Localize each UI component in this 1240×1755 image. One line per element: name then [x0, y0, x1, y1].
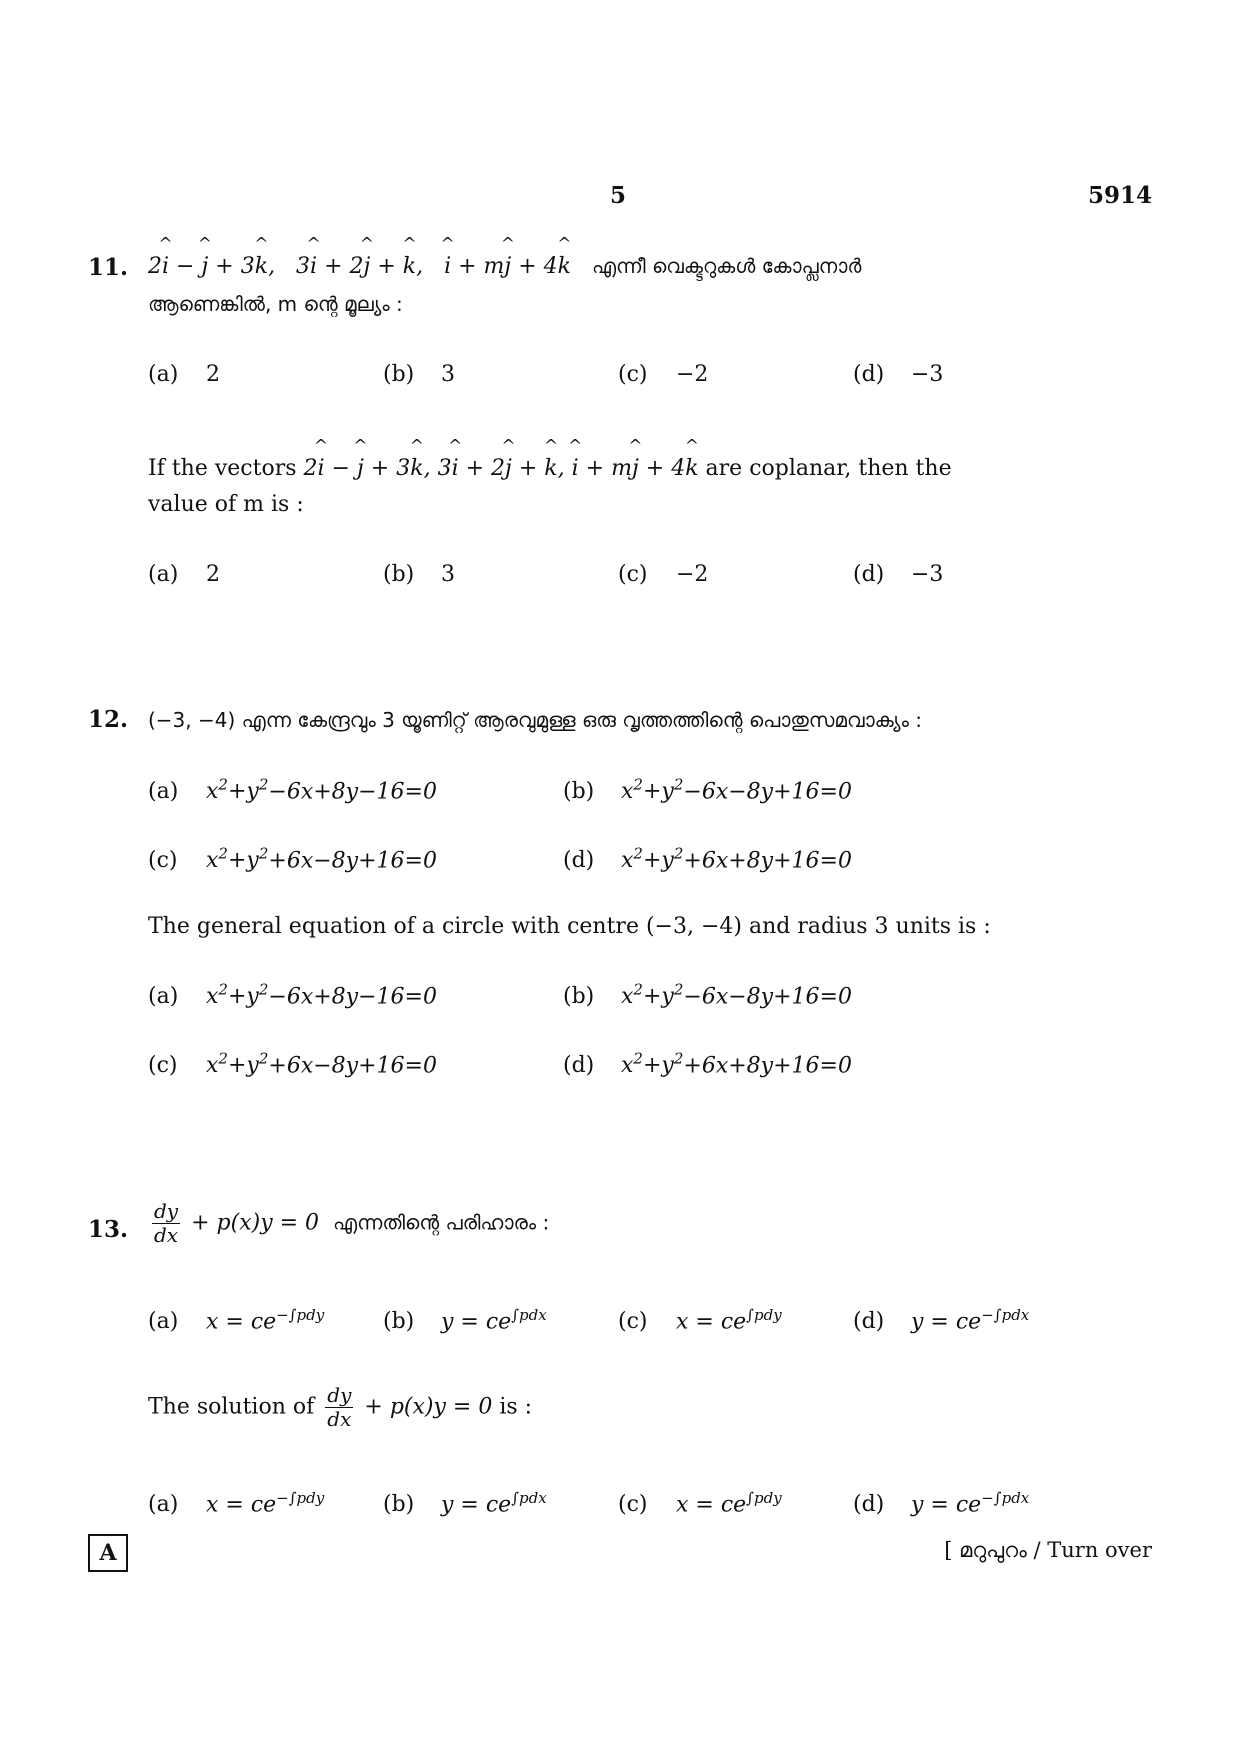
option-a[interactable]: (a) 2	[148, 362, 220, 387]
question-number: 12.	[88, 706, 129, 733]
ml-text: എന്നീ വെക്ടറുകൾ കോപ്ലനാർ	[592, 254, 862, 278]
turn-over-note: [ മറുപുറം / Turn over	[944, 1538, 1152, 1562]
version-box: A	[88, 1534, 128, 1572]
derivative-fraction: $\frac{dy}{dx}$	[327, 1383, 352, 1431]
question-11-en-line1: If the vectors 2^ i − ^ j + 3^ k, 3^ i + 2^ j + ^ k, ^ i + m^ j + 4^ k are coplanar, then the	[148, 456, 952, 481]
derivative-fraction: $\frac{dy}{dx}$	[154, 1199, 179, 1247]
option-d[interactable]: (d) −3	[853, 562, 944, 587]
option-c[interactable]: (c) $x = ce^{\int pdy}$	[618, 1306, 782, 1335]
option-c[interactable]: (c) −2	[618, 362, 709, 387]
question-13-en-line: The solution of $\frac{dy}{dx}$ + p(x)y = 0 is :	[148, 1383, 533, 1431]
question-11-ml-line2: ആണെങ്കിൽ, m ന്റെ മൂല്യം :	[148, 292, 403, 316]
option-d[interactable]: (d) $y = ce^{-\int pdx}$	[853, 1306, 1030, 1335]
question-11-ml-line1	[148, 254, 861, 279]
vector-expression: 2^ i − ^ j + 3^ k, 3^ i + 2^ j + ^ k, ^ i + m^ j + 4^ k	[148, 254, 571, 279]
option-b[interactable]: (b) 3	[383, 562, 455, 587]
option-c[interactable]: (c) $x^2+y^2+6x-8y+16=0$	[148, 845, 437, 874]
option-b[interactable]: (b) $x^2+y^2-6x-8y+16=0$	[563, 981, 852, 1010]
paper-code: 5914	[1087, 182, 1152, 209]
option-a[interactable]: (a) $x = ce^{-\int pdy}$	[148, 1489, 325, 1518]
option-d[interactable]: (d) $y = ce^{-\int pdx}$	[853, 1489, 1030, 1518]
option-b[interactable]: (b) 3	[383, 362, 455, 387]
option-b[interactable]: (b) $y = ce^{\int pdx}$	[383, 1306, 547, 1335]
option-a[interactable]: (a) $x^2+y^2-6x+8y-16=0$	[148, 776, 437, 805]
question-number: 11.	[88, 254, 129, 281]
question-11-en-line2: value of m is :	[148, 492, 304, 517]
option-b[interactable]: (b) $x^2+y^2-6x-8y+16=0$	[563, 776, 852, 805]
page-number: 5	[610, 182, 627, 209]
option-a[interactable]: (a) $x^2+y^2-6x+8y-16=0$	[148, 981, 437, 1010]
option-a[interactable]: (a) 2	[148, 562, 220, 587]
question-13-ml-line: $\frac{dy}{dx}$ + p(x)y = 0 എന്നതിന്റെ പരിഹാരം :	[154, 1199, 550, 1247]
question-12-ml-text: (−3, −4) എന്ന കേന്ദ്രവും 3 യൂണിറ്റ് ആരവുമുള്ള ഒരു വൃത്തത്തിന്റെ പൊതുസമവാക്യം :	[148, 708, 922, 732]
option-c[interactable]: (c) $x^2+y^2+6x-8y+16=0$	[148, 1050, 437, 1079]
option-a[interactable]: (a) $x = ce^{-\int pdy}$	[148, 1306, 325, 1335]
option-c[interactable]: (c) $x = ce^{\int pdy}$	[618, 1489, 782, 1518]
option-c[interactable]: (c) −2	[618, 562, 709, 587]
question-12-en-text: The general equation of a circle with centre (−3, −4) and radius 3 units is :	[148, 914, 991, 939]
option-b[interactable]: (b) $y = ce^{\int pdx}$	[383, 1489, 547, 1518]
option-d[interactable]: (d) $x^2+y^2+6x+8y+16=0$	[563, 845, 852, 874]
option-d[interactable]: (d) −3	[853, 362, 944, 387]
question-number: 13.	[88, 1216, 129, 1243]
option-d[interactable]: (d) $x^2+y^2+6x+8y+16=0$	[563, 1050, 852, 1079]
